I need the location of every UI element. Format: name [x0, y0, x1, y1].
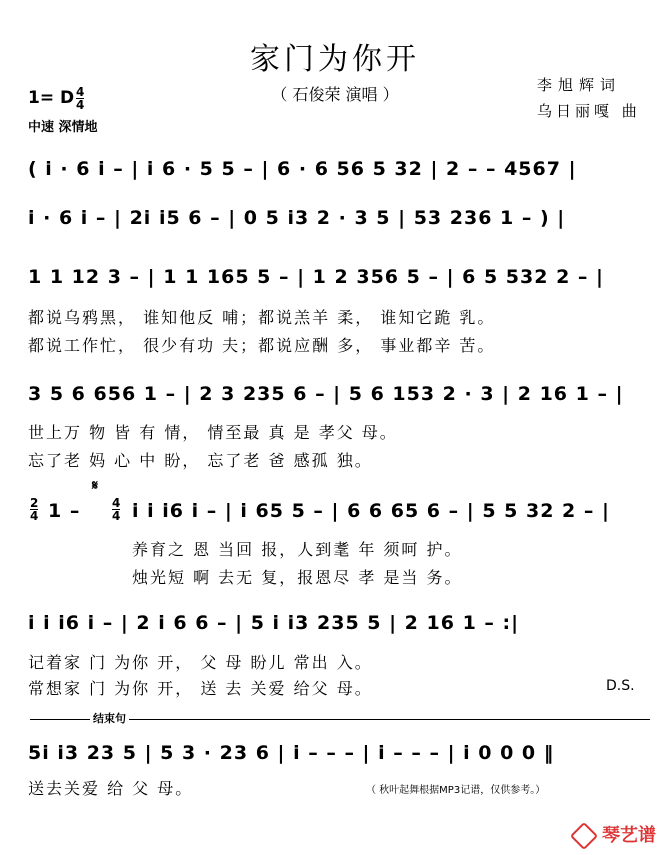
- score-row-3-lyrics-verse-1: 都说乌鸦黑， 谁知他反 哺；都说羔羊 柔， 谁知它跪 乳。: [28, 308, 496, 327]
- score-row-6-lyrics-verse-1: 记着家 门 为你 开， 父 母 盼儿 常出 入。: [28, 653, 373, 672]
- transcription-note: （ 秋叶起舞根据MP3记谱，仅供参考。）: [366, 785, 546, 796]
- score-row-5-notes-a: 1 –: [48, 500, 81, 522]
- score-row-3-lyrics-verse-2: 都说工作忙， 很少有功 夫；都说应酬 多， 事业都辛 苦。: [28, 336, 496, 355]
- score-row-5-notes-b: i i i6 i – | i 65 5 – | 6 6 65 6 – | 5 5 32 2 – |: [132, 500, 610, 522]
- score-row-6-lyrics-verse-2: 常想家 门 为你 开， 送 去 关爱 给父 母。: [28, 679, 373, 698]
- key-signature: 1= D: [28, 88, 75, 108]
- composer-credit: 乌日丽嘎 曲: [537, 102, 641, 120]
- dal-segno-marking: D.S.: [606, 678, 635, 694]
- site-logo: 琴艺谱: [574, 821, 656, 847]
- tempo-marking: 中速 深情地: [28, 120, 98, 135]
- lyricist-credit: 李旭辉词: [537, 76, 622, 94]
- logo-icon: [570, 822, 598, 850]
- score-row-5-lyrics-verse-2: 烛光短 啊 去无 复，报恩尽 孝 是当 务。: [132, 568, 463, 587]
- score-row-5-lyrics-verse-1: 养育之 恩 当回 报，人到耄 年 须呵 护。: [132, 540, 463, 559]
- row-5-time-signature: 2 4: [30, 496, 39, 523]
- score-row-7-notes: 5i i3 23 5 | 5 3 · 23 6 | i – – – | i – – – | i 0 0 0 ‖: [28, 742, 555, 764]
- score-row-2-notes: i · 6 i – | 2i i5 6 – | 0 5 i3 2 · 3 5 | 53 236 1 – ) |: [28, 207, 566, 229]
- segno-sign: 𝄋: [92, 478, 99, 494]
- ending-label: 结束句: [90, 710, 129, 726]
- singer-credit: （ 石俊荣 演唱 ）: [271, 85, 399, 104]
- score-row-1-notes: ( i · 6 i – | i 6 · 5 5 – | 6 · 6 56 5 32 | 2 – – 4567 |: [28, 158, 577, 180]
- score-row-4-notes: 3 5 6 656 1 – | 2 3 235 6 – | 5 6 153 2 · 3 | 2 16 1 – |: [28, 383, 624, 405]
- score-row-3-notes: 1 1 12 3 – | 1 1 165 5 – | 1 2 356 5 – | 6 5 532 2 – |: [28, 266, 604, 288]
- score-row-7-lyrics: 送去关爱 给 父 母。: [28, 779, 194, 798]
- song-title: 家门为你开: [250, 42, 420, 77]
- score-row-4-lyrics-verse-2: 忘了老 妈 心 中 盼， 忘了老 爸 感孤 独。: [28, 451, 373, 470]
- score-row-4-lyrics-verse-1: 世上万 物 皆 有 情， 情至最 真 是 孝父 母。: [28, 423, 398, 442]
- time-signature: 4 4: [76, 85, 85, 112]
- row-5-time-signature-2: 4 4: [112, 496, 121, 523]
- score-row-6-notes: i i i6 i – | 2 i 6 6 – | 5 i i3 235 5 | 2 16 1 – :|: [28, 612, 520, 634]
